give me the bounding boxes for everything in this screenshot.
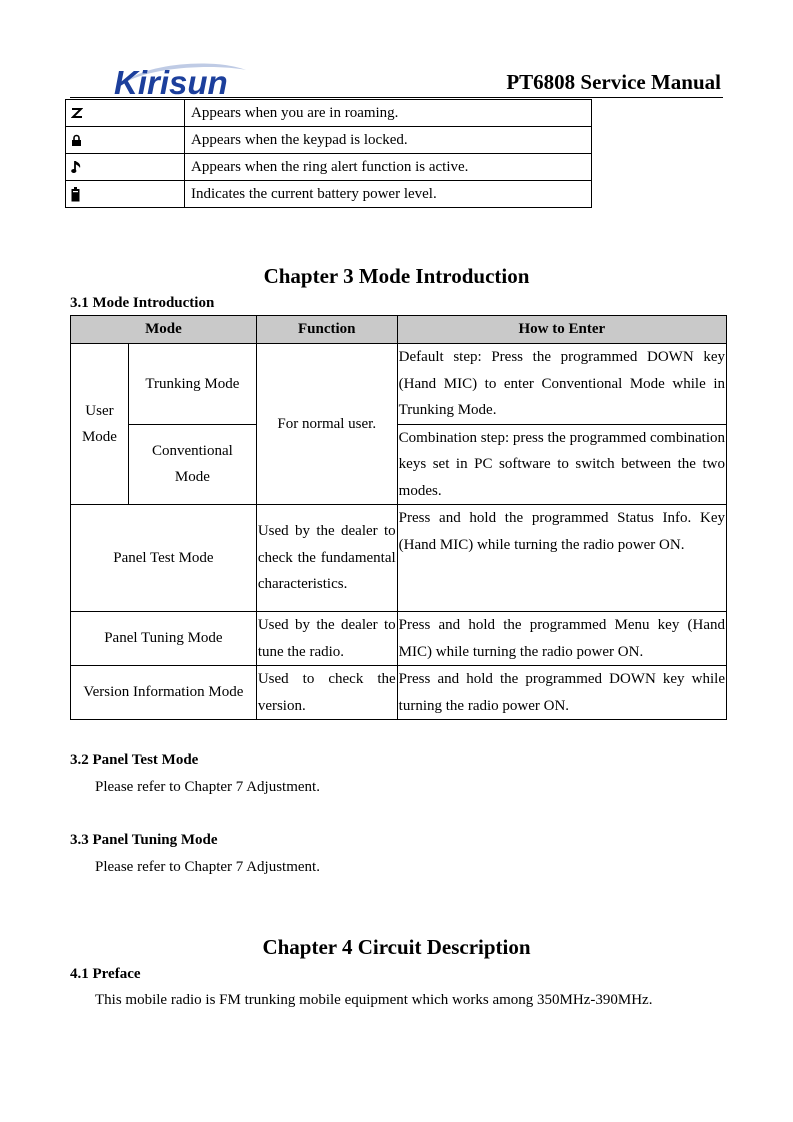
table-row (66, 181, 592, 208)
user-mode-cell (71, 344, 129, 505)
column-header: Mode (71, 316, 257, 344)
lock-icon (71, 134, 184, 146)
section-3-3-heading: 3.3 Panel Tuning Mode (70, 832, 218, 848)
version-info-mode-cell: Version Information Mode (71, 666, 257, 720)
table-row (71, 424, 727, 505)
panel-tuning-mode-cell: Panel Tuning Mode (71, 612, 257, 666)
logo-wordmark: Kirisun (114, 64, 228, 100)
table-row (66, 127, 592, 154)
panel-test-function-cell: Used by the dealer to check the fundamental characteristics. (256, 505, 397, 612)
panel-tuning-function-cell: Used by the dealer to tune the radio. (256, 612, 397, 666)
icon-description: Indicates the current battery power level. (185, 181, 592, 208)
conventional-mode-cell (128, 424, 256, 505)
panel-test-enter-cell: Press and hold the programmed Status Info. Key (Hand MIC) while turning the radio power ON. (397, 505, 726, 612)
version-info-function-cell: Used to check the version. (256, 666, 397, 720)
mode-introduction-table (70, 315, 727, 720)
table-row (66, 100, 592, 127)
panel-test-mode-cell: Panel Test Mode (71, 505, 257, 612)
section-3-3-text: Please refer to Chapter 7 Adjustment. (95, 859, 320, 875)
kirisun-logo (112, 56, 252, 100)
chapter-4-title: Chapter 4 Circuit Description (262, 935, 531, 959)
section-4-1-text: This mobile radio is FM trunking mobile equipment which works among 350MHz-390MHz. (95, 992, 653, 1008)
table-row (71, 344, 727, 425)
conventional-mode-label: Conventional (151, 442, 233, 459)
trunking-mode-cell: Trunking Mode (128, 344, 256, 425)
table-row (71, 612, 727, 666)
normal-user-cell: For normal user. (256, 344, 397, 505)
table-header-row (71, 316, 727, 344)
section-3-1-heading: 3.1 Mode Introduction (70, 295, 215, 311)
table-row (71, 505, 727, 612)
roaming-icon (71, 107, 184, 119)
music-note-icon (71, 160, 184, 174)
panel-tuning-enter-cell: Press and hold the programmed Menu key (Hand MIC) while turning the radio power ON. (397, 612, 726, 666)
column-header: Function (256, 316, 397, 344)
version-info-enter-cell: Press and hold the programmed DOWN key while turning the radio power ON. (397, 666, 726, 720)
table-row (71, 666, 727, 720)
icon-description: Appears when you are in roaming. (185, 100, 592, 127)
column-header: How to Enter (397, 316, 726, 344)
user-mode-label: User (85, 402, 114, 419)
icon-description: Appears when the keypad is locked. (185, 127, 592, 154)
conventional-mode-label: Mode (174, 469, 210, 486)
section-3-2-text: Please refer to Chapter 7 Adjustment. (95, 779, 320, 795)
battery-icon (71, 187, 184, 202)
table-row (66, 154, 592, 181)
section-4-1-heading: 4.1 Preface (70, 966, 141, 982)
section-3-2-heading: 3.2 Panel Test Mode (70, 752, 199, 768)
conventional-enter-cell: Combination step: press the programmed combination keys set in PC software to switch between the two modes. (397, 424, 726, 505)
chapter-3-title: Chapter 3 Mode Introduction (263, 264, 530, 288)
user-mode-label: Mode (81, 429, 117, 445)
manual-title: PT6808 Service Manual (506, 70, 721, 94)
status-icon-table (65, 99, 592, 208)
header-divider (70, 97, 723, 98)
icon-description: Appears when the ring alert function is active. (185, 154, 592, 181)
trunking-enter-cell: Default step: Press the programmed DOWN key (Hand MIC) to enter Conventional Mode while in Trunking Mode. (397, 344, 726, 425)
